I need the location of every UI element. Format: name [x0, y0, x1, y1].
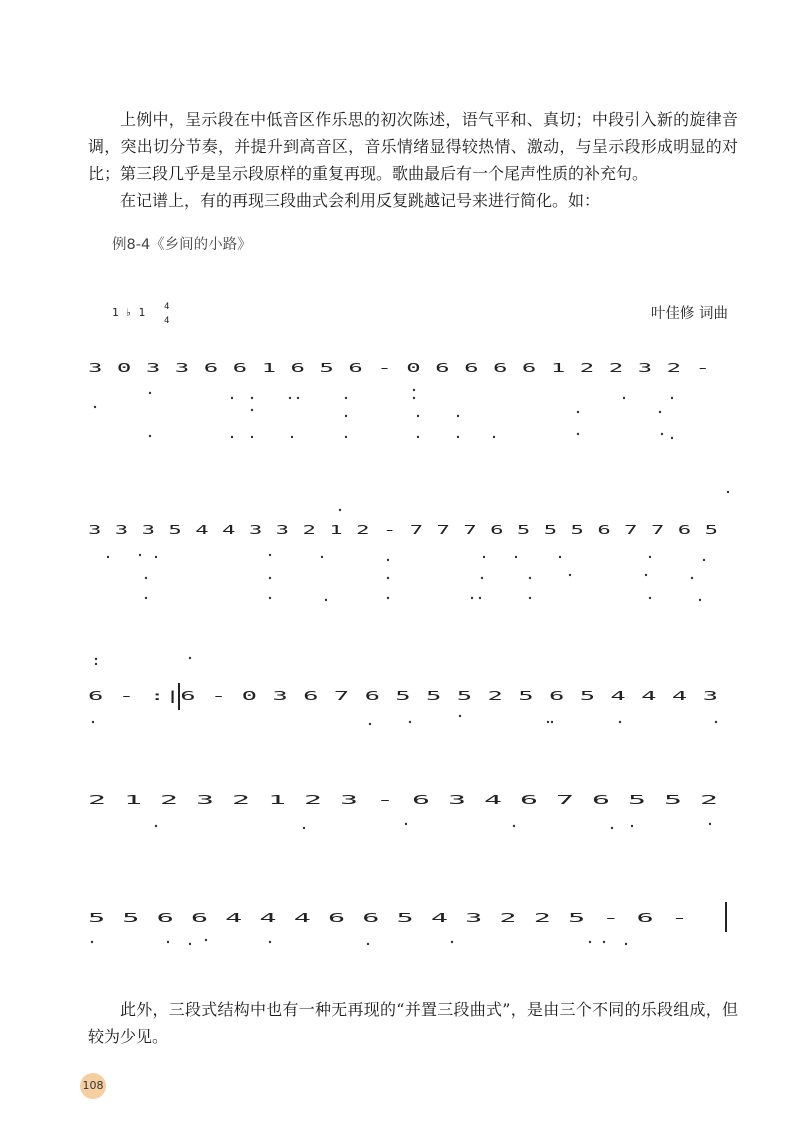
score-line-5 — [88, 902, 726, 945]
example-title: 例8-4《乡间的小路》 — [112, 237, 252, 253]
score-line-notes: 3 0 3 3 6 6 1 6 5 6 - 0 6 6 6 6 1 2 2 3 2 - — [88, 361, 710, 375]
composer-credit: 叶佳修 词曲 — [650, 306, 728, 322]
octave-dots — [92, 715, 717, 725]
octave-dots — [94, 389, 729, 493]
score-line-2 — [88, 509, 718, 601]
paragraph-analysis: 上例中，呈示段在中低音区作乐思的初次陈述，语气平和、真切；中段引入新的旋律音调，突出切分节奏，并提升到高音区，音乐情绪显得较热情、激动，与呈示段形成明显的对比；第三段几乎是呈示段原样的重复再现。歌曲最后有一个尾声性质的补充句。 — [88, 110, 738, 183]
paragraph-notation-intro: 在记谱上，有的再现三段曲式会利用反复跳越记号来进行简化。如： — [120, 191, 601, 210]
score-line-notes: 2 1 2 3 2 1 2 3 - 6 3 4 6 7 6 5 5 2 — [88, 793, 718, 807]
key-signature: 1 ♭ 1 — [112, 306, 146, 319]
paragraph-parallel-ternary: 此外，三段式结构中也有一种无再现的“并置三段曲式”，是由三个不同的乐段组成，但较为少见。 — [88, 1000, 738, 1046]
score-line-notes: 6 - :|6 - 0 3 6 7 6 5 5 5 2 5 6 5 4 4 4 3 — [88, 689, 719, 703]
meter-top: 4 — [164, 302, 170, 312]
score-line-3 — [88, 657, 718, 725]
score-header — [112, 302, 169, 326]
score-line-1 — [88, 361, 729, 493]
score-line-4 — [88, 793, 718, 829]
meter-bottom: 4 — [164, 316, 170, 326]
repeat-dots — [95, 657, 191, 665]
score-line-notes: 3 3 3 5 4 4 3 3 2 1 2 - 7 7 7 6 5 5 5 6 7 7 6 5 — [88, 523, 718, 537]
page-number-badge: 108 — [80, 1073, 106, 1099]
octave-dots — [155, 823, 711, 829]
score-line-notes: 5 5 6 6 4 4 4 6 6 5 4 3 2 2 5 - 6 - — [88, 911, 688, 925]
octave-dots — [91, 939, 627, 945]
